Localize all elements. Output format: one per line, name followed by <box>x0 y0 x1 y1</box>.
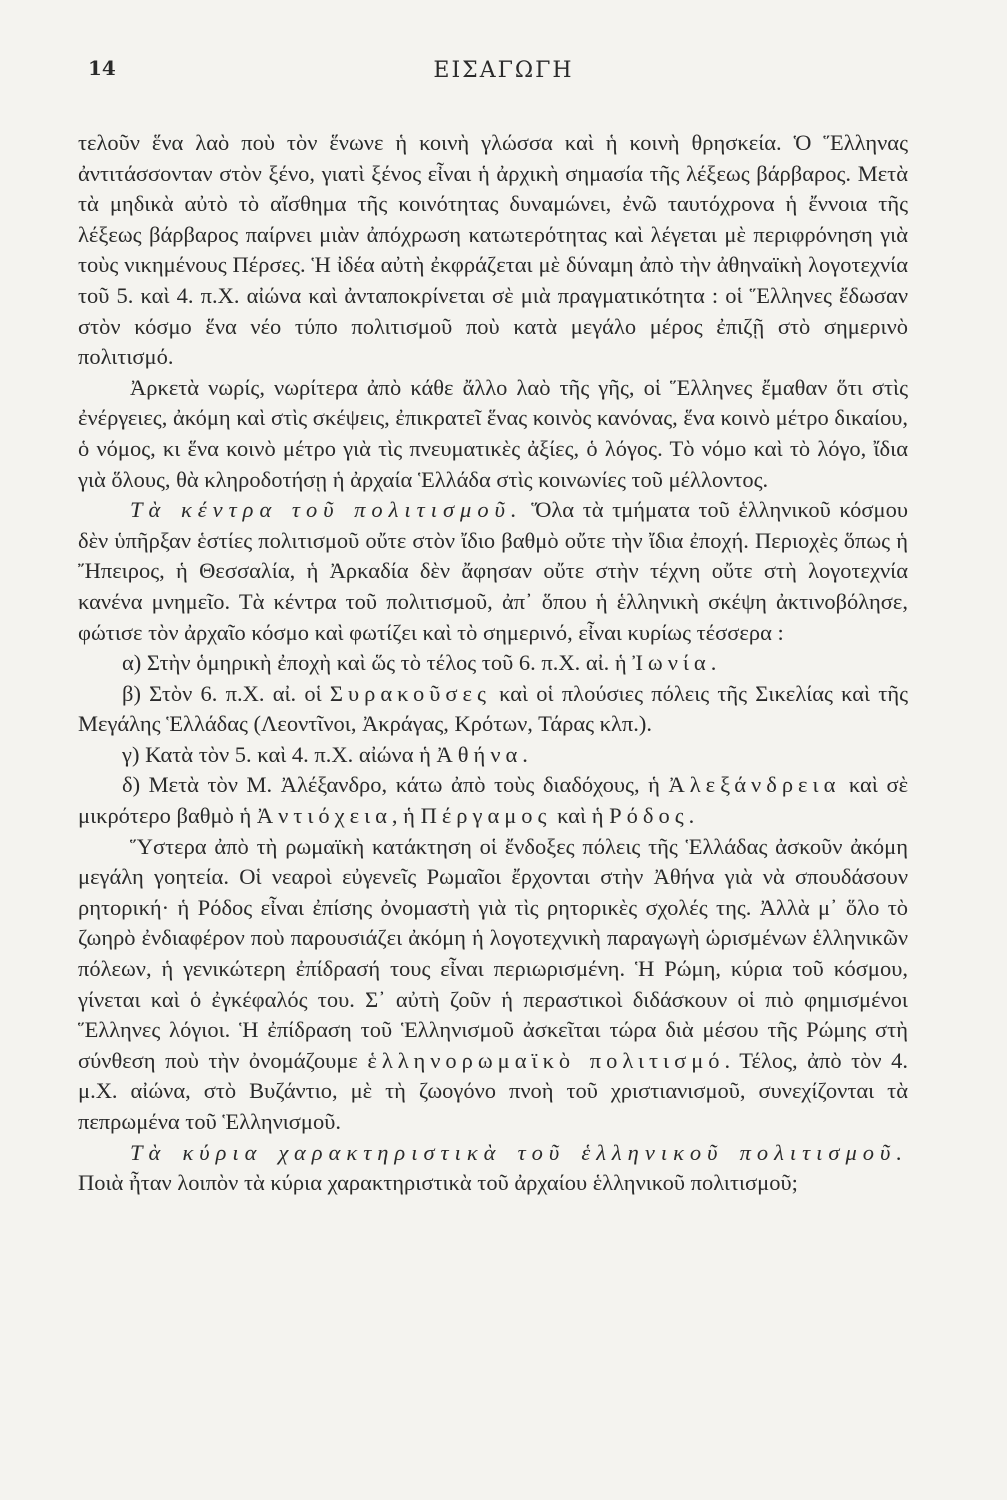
list-item-beta: β) Στὸν 6. π.Χ. αἰ. οἱ Συρακοῦσες καὶ οἱ πλούσιες πόλεις τῆς Σικελίας καὶ τῆς Μεγάλης Ἑλλάδας (Λεοντῖνοι, Ἀκράγας, Κρότων, Τάρας κλπ.). <box>78 680 909 737</box>
list-item-gamma: γ) Κατὰ τὸν 5. καὶ 4. π.Χ. αἰώνα ἡ Ἀθήνα. <box>122 741 528 767</box>
paragraph-centers <box>78 495 908 648</box>
greco-roman-civilization: ἑλληνορωμαϊκὸ πολιτισμό <box>367 1047 725 1073</box>
place-syracuse: Συρακοῦσες <box>329 680 491 706</box>
paragraph-1: τελοῦν ἕνα λαὸ ποὺ τὸν ἕνωνε ἡ κοινὴ γλώσσα καὶ ἡ κοινὴ θρησκεία. Ὁ Ἕλληνας ἀντιτάσσονταν στὸν ξένο, γιατὶ ξένος εἶναι ἡ ἀρχικὴ σημασία τῆς λέξεως βάρβαρος. Μετὰ τὰ μηδικὰ αὐτὸ τὸ αἴσθημα τῆς κοινότητας δυναμώνει, ἐνῶ ταυτόχρονα ἡ ἔννοια τῆς λέξεως βάρβαρος παίρνει μιὰν ἀπόχρωση κατωτερότητας καὶ λέγεται μὲ περιφρόνηση γιὰ τοὺς νικημένους Πέρσες. Ἡ ἰδέα αὐτὴ ἐκφράζεται μὲ δύναμη ἀπὸ τὴν ἀθηναϊκὴ λογοτεχνία τοῦ 5. καὶ 4. π.Χ. αἰώνα καὶ ἀνταποκρίνεται σὲ μιὰ πραγματικότητα : οἱ Ἕλληνες ἔδωσαν στὸν κόσμο ἕνα νέο τύπο πολιτισμοῦ ποὺ κατὰ μεγάλο μέρος ἐπιζῇ στὸ σημερινὸ πολιτισμό. <box>78 130 908 370</box>
paragraph-characteristics: Τὰ κύρια χαρακτηριστικὰ τοῦ ἑλληνικοῦ πολιτισμοῦ. Ποιὰ ἦταν λοιπὸν τὰ κύρια χαρακτηριστικὰ τοῦ ἀρχαίου ἑλληνικοῦ πολιτισμοῦ; <box>78 1139 908 1196</box>
list-item-delta: δ) Μετὰ τὸν Μ. Ἀλέξανδρο, κάτω ἀπὸ τοὺς διαδόχους, ἡ Ἀλεξάνδρεια καὶ σὲ μικρότερο βαθμὸ ἡ Ἀντιόχεια, ἡ Πέργαμος καὶ ἡ Ρόδος. <box>78 772 909 829</box>
place-athens: Ἀθήνα <box>436 741 523 767</box>
paragraph-3-text: Ὅλα τὰ τμήματα τοῦ ἑλληνικοῦ κόσμου δὲν ὑπῆρξαν ἑστίες πολιτισμοῦ οὔτε στὸν ἴδιο βαθμὸ οὔτε τὴν ἴδια ἐποχή. Περιοχὲς ὅπως ἡ Ἤπειρος, ἡ Θεσσαλία, ἡ Ἀρκαδία δὲν ἄφησαν οὔτε στὴν τέχνη οὔτε στὴ λογοτεχνία κανένα μνημεῖο. Τὰ κέντρα τοῦ πολιτισμοῦ, ἀπ᾿ ὅπου ἡ ἑλληνικὴ σκέψη ἀκτινοβόλησε, φώτισε τὸν ἀρχαῖο κόσμο καὶ φωτίζει καὶ τὸ σημερινό, εἶναι κυρίως τέσσερα : <box>78 497 909 645</box>
page-number: 14 <box>88 56 116 80</box>
place-ionia: Ἰωνία <box>632 650 711 676</box>
list-item-alpha: α) Στὴν ὁμηρικὴ ἐποχὴ καὶ ὥς τὸ τέλος τοῦ 6. π.Χ. αἰ. ἡ Ἰωνία. <box>122 650 717 676</box>
paragraph-2: Ἀρκετὰ νωρίς, νωρίτερα ἀπὸ κάθε ἄλλο λαὸ τῆς γῆς, οἱ Ἕλληνες ἔμαθαν ὅτι στὶς ἐνέργειες, ἀκόμη καὶ στὶς σκέψεις, ἐπικρατεῖ ἕνας κοινὸς κανόνας, ἕνα κοινὸ μέτρο δικαίου, ὁ νόμος, κι ἕνα κοινὸ μέτρο γιὰ τὶς πνευματικὲς ἀξίες, ὁ λόγος. Τὸ νόμο καὶ τὸ λόγο, ἴδια γιὰ ὅλους, θὰ κληροδοτήσῃ ἡ ἀρχαία Ἑλλάδα στὶς κοινωνίες τοῦ μέλλοντος. <box>78 374 908 492</box>
section-heading-characteristics: Τὰ κύρια χαρακτηριστικὰ τοῦ ἑλληνικοῦ πολιτισμοῦ. <box>130 1139 908 1165</box>
running-head: ΕΙΣΑΓΩΓΗ <box>433 58 574 83</box>
place-alexandria: Ἀλεξάνδρεια <box>668 772 841 798</box>
place-rhodes: Ρόδος <box>609 803 689 829</box>
body-text <box>78 128 908 1199</box>
section-heading-centers: Τὰ κέντρα τοῦ πολιτισμοῦ. <box>130 497 523 523</box>
paragraph-roman-era: Ὕστερα ἀπὸ τὴ ρωμαϊκὴ κατάκτηση οἱ ἔνδοξες πόλεις τῆς Ἑλλάδας ἀσκοῦν ἀκόμη μεγάλη γοητεία. Οἱ νεαροὶ εὐγενεῖς Ρωμαῖοι ἔρχονται στὴν Ἀθήνα γιὰ νὰ σπουδάσουν ρητορική· ἡ Ρόδος εἶναι ἐπίσης ὀνομαστὴ γιὰ τὶς ρητορικὲς σχολές της. Ἀλλὰ μ᾿ ὅλο τὸ ζωηρὸ ἐνδιαφέρον ποὺ παρουσιάζει ἀκόμη ἡ λογοτεχνικὴ παραγωγὴ ὡρισμένων ἑλληνικῶν πόλεων, ἡ γενικώτερη ἐπίδρασή τους εἶναι περιωρισμένη. Ἡ Ρώμη, κύρια τοῦ κόσμου, γίνεται καὶ ὁ ἐγκέφαλός του. Σ᾿ αὐτὴ ζοῦν ἡ περαστικοὶ διδάσκουν οἱ πιὸ φημισμένοι Ἕλληνες λόγιοι. Ἡ ἐπίδραση τοῦ Ἑλληνισμοῦ ἀσκεῖται τώρα διὰ μέσου τῆς Ρώμης στὴ σύνθεση ποὺ τὴν ὀνομάζουμε ἑλληνορωμαϊκὸ πολιτισμό. Τέλος, ἀπὸ τὸν 4. μ.Χ. αἰώνα, στὸ Βυζάντιο, μὲ τὴ ζωογόνο πνοὴ τοῦ χριστιανισμοῦ, συνεχίζονται τὰ πεπρωμένα τοῦ Ἑλληνισμοῦ. <box>78 833 909 1134</box>
place-antioch: Ἀντιόχεια <box>256 803 392 829</box>
place-pergamon: Πέργαμος <box>420 803 552 829</box>
